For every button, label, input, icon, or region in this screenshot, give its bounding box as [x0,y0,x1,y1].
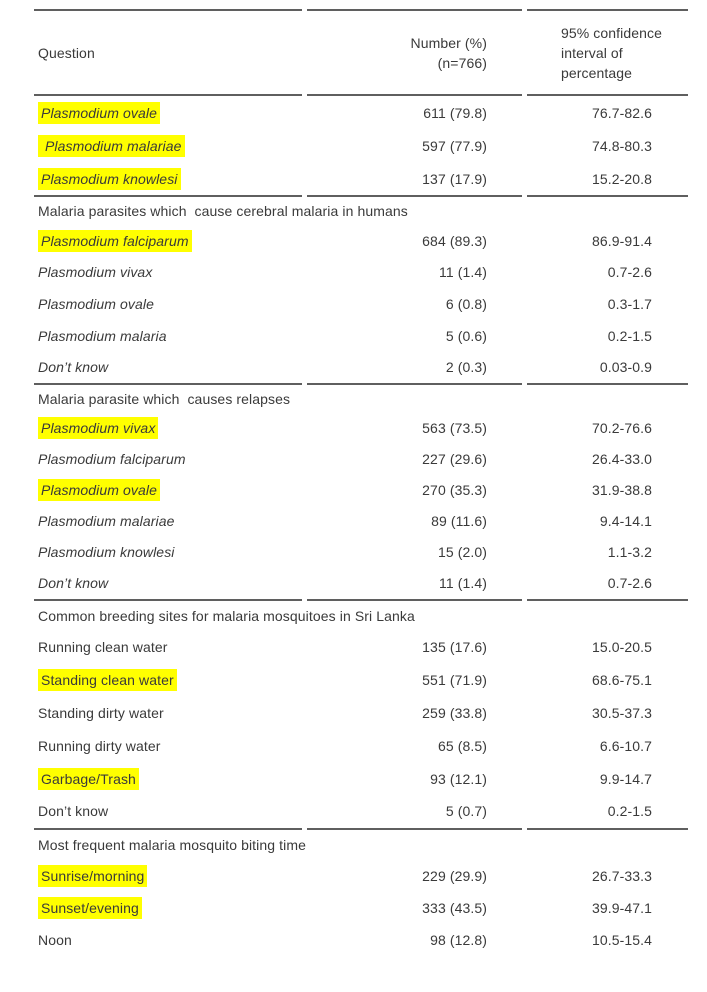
rule-segment [34,828,302,830]
row-question-cell [34,264,302,280]
table-row [34,351,688,383]
table-row [34,631,688,664]
row-number-cell: 597 (77.9) [422,137,487,154]
row-question-cell [34,420,302,436]
column-header-number-line1: Number (%) [410,34,487,51]
table-row [34,225,688,257]
answer-text: Don’t know [38,803,109,820]
row-question-cell [34,803,302,819]
answer-text: Plasmodium ovale [38,295,154,312]
highlighted-answer-text: Plasmodium malariae [38,135,185,157]
rule-segment [527,94,688,96]
row-number-cell: 89 (11.6) [431,513,487,530]
row-number-cell: 5 (0.7) [445,803,487,820]
highlighted-answer-text: Plasmodium vivax [38,417,158,439]
section-title: Most frequent malaria mosquito biting time [38,836,306,853]
row-ci-cell: 0.7-2.6 [607,264,652,281]
row-question-cell [34,105,302,121]
rule-segment [307,94,522,96]
row-ci-cell: 74.8-80.3 [591,137,652,154]
table-sections [34,94,688,956]
row-number-cell: 270 (35.3) [422,482,487,499]
table-row [34,320,688,352]
column-header-ci: 95% confidence interval of percentage [561,24,663,81]
highlighted-answer-text: Sunrise/morning [38,865,147,887]
column-header-number [307,33,522,73]
table-section [34,94,688,195]
highlighted-answer-text: Standing clean water [38,669,177,691]
row-question-cell [34,451,302,467]
row-number-cell: 15 (2.0) [437,544,487,561]
row-ci-cell: 6.6-10.7 [599,737,652,754]
table-top-rule [34,9,688,11]
row-question-cell [34,575,302,591]
table-row [34,568,688,599]
row-number-cell: 259 (33.8) [422,704,487,721]
row-ci-cell: 0.2-1.5 [607,803,652,820]
table-row [34,697,688,730]
row-ci-cell: 0.2-1.5 [607,327,652,344]
row-question-cell [34,771,302,787]
rule-segment [527,828,688,830]
rule-segment [34,383,302,385]
row-question-cell [34,705,302,721]
table-row [34,475,688,506]
table-row [34,444,688,475]
table-row [34,729,688,762]
answer-text: Running clean water [38,639,168,656]
table-rule [34,828,688,830]
row-question-cell [34,738,302,754]
answer-text: Standing dirty water [38,704,164,721]
row-question-cell [34,932,302,948]
row-ci-cell: 26.7-33.3 [591,867,652,884]
rule-segment [34,94,302,96]
row-number-cell: 611 (79.8) [423,104,487,121]
row-question-cell [34,544,302,560]
row-number-cell: 227 (29.6) [422,451,487,468]
table-rule [34,383,688,385]
row-ci-cell: 76.7-82.6 [591,104,652,121]
rule-segment [34,9,302,11]
row-question-cell [34,868,302,884]
highlighted-answer-text: Plasmodium falciparum [38,230,192,252]
row-number-cell: 551 (71.9) [422,672,487,689]
row-number-cell: 333 (43.5) [422,899,487,916]
row-ci-cell: 0.3-1.7 [607,295,652,312]
row-question-cell [34,359,302,375]
row-ci-cell: 9.4-14.1 [599,513,652,530]
table-row [34,129,688,162]
row-ci-cell: 30.5-37.3 [591,704,652,721]
row-ci-cell: 0.7-2.6 [607,575,652,592]
row-ci-cell: 1.1-3.2 [607,544,652,561]
row-ci-cell: 86.9-91.4 [591,232,652,249]
answer-text: Plasmodium vivax [38,264,153,281]
row-number-cell: 65 (8.5) [437,737,487,754]
row-question-cell [34,296,302,312]
results-table [34,9,688,956]
table-row [34,506,688,537]
row-question-cell [34,672,302,688]
table-row [34,892,688,924]
row-question-cell [34,328,302,344]
row-question-cell [34,639,302,655]
highlighted-answer-text: Plasmodium knowlesi [38,168,181,190]
row-ci-cell: 31.9-38.8 [591,482,652,499]
answer-text: Noon [38,931,72,948]
rule-segment [307,9,522,11]
table-rule [34,94,688,96]
rule-segment [527,9,688,11]
table-row [34,96,688,129]
column-header-question: Question [38,44,95,61]
row-number-cell: 93 (12.1) [430,770,487,787]
table-row [34,413,688,444]
rule-segment [527,383,688,385]
table-row [34,288,688,320]
rule-segment [307,195,522,197]
row-ci-cell: 15.2-20.8 [591,170,652,187]
row-number-cell: 229 (29.9) [422,867,487,884]
answer-text: Don’t know [38,575,109,592]
row-question-cell [34,233,302,249]
row-number-cell: 563 (73.5) [422,420,487,437]
highlighted-answer-text: Sunset/evening [38,897,142,919]
row-number-cell: 684 (89.3) [422,232,487,249]
row-question-cell [34,482,302,498]
highlighted-answer-text: Garbage/Trash [38,768,139,790]
table-section [34,195,688,383]
table-section [34,599,688,828]
row-question-cell [34,171,302,187]
table-row [34,162,688,195]
section-title: Common breeding sites for malaria mosquitoes in Sri Lanka [38,607,415,624]
table-row [34,257,688,289]
rule-segment [34,599,302,601]
row-ci-cell: 70.2-76.6 [591,420,652,437]
row-question-cell [34,513,302,529]
table-section [34,383,688,599]
table-row [34,860,688,892]
table-rule [34,195,688,197]
row-ci-cell: 15.0-20.5 [591,639,652,656]
rule-segment [527,599,688,601]
row-number-cell: 98 (12.8) [430,931,487,948]
row-number-cell: 11 (1.4) [438,575,487,592]
table-row [34,924,688,956]
table-row [34,664,688,697]
rule-segment [307,383,522,385]
table-row [34,795,688,828]
answer-text: Running dirty water [38,737,161,754]
row-question-cell [34,900,302,916]
section-title: Malaria parasites which cause cerebral malaria in humans [38,203,408,219]
row-number-cell: 135 (17.6) [422,639,487,656]
rule-segment [307,599,522,601]
table-row [34,762,688,795]
row-number-cell: 2 (0.3) [445,359,487,376]
row-ci-cell: 26.4-33.0 [591,451,652,468]
column-header-number-line2: (n=766) [437,54,487,71]
answer-text: Plasmodium malariae [38,513,175,530]
row-number-cell: 5 (0.6) [445,327,487,344]
row-number-cell: 6 (0.8) [445,295,487,312]
row-ci-cell: 0.03-0.9 [599,359,652,376]
row-question-cell [34,138,302,154]
highlighted-answer-text: Plasmodium ovale [38,479,160,501]
highlighted-answer-text: Plasmodium ovale [38,102,160,124]
rule-segment [34,195,302,197]
answer-text: Plasmodium malaria [38,327,167,344]
row-ci-cell: 68.6-75.1 [591,672,652,689]
row-ci-cell: 39.9-47.1 [591,899,652,916]
answer-text: Plasmodium knowlesi [38,544,175,561]
table-row [34,537,688,568]
table-header-row [34,11,688,94]
row-number-cell: 11 (1.4) [438,264,487,281]
rule-segment [527,195,688,197]
table-rule [34,599,688,601]
rule-segment [307,828,522,830]
row-number-cell: 137 (17.9) [422,170,487,187]
answer-text: Don’t know [38,359,109,376]
row-ci-cell: 9.9-14.7 [599,770,652,787]
table-section [34,828,688,956]
row-ci-cell: 10.5-15.4 [591,931,652,948]
section-title: Malaria parasite which causes relapses [38,390,291,407]
answer-text: Plasmodium falciparum [38,451,186,468]
